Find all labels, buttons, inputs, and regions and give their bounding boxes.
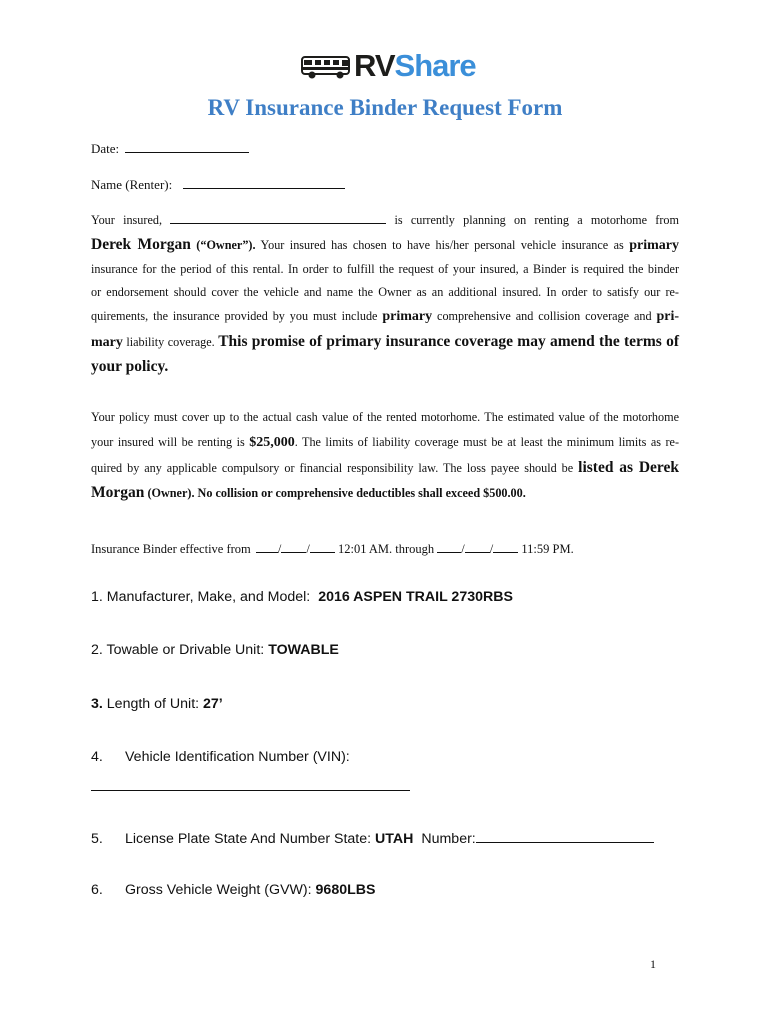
renter-name-blank[interactable] [183,176,345,189]
item-label: License Plate State And Number State: [125,831,372,847]
item-label: Gross Vehicle Weight (GVW): [125,882,312,898]
item-value: 27’ [203,696,223,712]
text: quired by any applicable compulsory or financial responsibility law. The loss payee should be [91,461,574,475]
para1-row1 [91,211,679,235]
item-label: Vehicle Identification Number (VIN): [125,749,350,765]
item-license-plate [91,829,654,848]
text: liability coverage. [126,335,215,349]
start-time: 12:01 AM. through [337,542,435,556]
brand-name [354,48,476,84]
item-gvw [91,881,375,899]
number-label: Number: [421,831,476,847]
item-value: 9680LBS [315,882,376,898]
emphasis: primary [382,309,433,324]
para1-row3: insurance for the period of this rental. In order to fulfill the request of your insured, a Binder is required the binder [91,262,679,276]
date-label: Date: [91,141,120,156]
date-field-row [91,140,249,157]
text: Your insured has chosen to have his/her personal vehicle insurance as [260,238,624,252]
start-day-blank[interactable] [281,540,306,553]
renter-field-row [91,176,345,193]
start-month-blank[interactable] [256,540,278,553]
end-day-blank[interactable] [465,540,490,553]
para2-row3 [91,458,679,483]
paragraph-coverage [91,408,679,507]
para1-row5 [91,307,679,331]
text: . The limits of liability coverage must be at least the minimum limits as re- [294,435,680,449]
emphasis: primary [629,238,679,253]
emphasis: listed as Derek [578,459,680,476]
start-year-blank[interactable] [310,540,335,553]
vin-blank[interactable] [91,790,410,791]
item-number: 4. [91,749,103,765]
text: Your insured, [91,213,162,227]
item-number: 6. [91,882,103,898]
para1-row4: or endorsement should cover the vehicle and name the Owner as an additional insured. In order to satisfy our re- [91,285,679,299]
estimated-value: $25,000 [249,435,295,450]
owner-tag: (Owner) [147,486,192,500]
owner-name: Morgan [91,484,145,501]
effective-label: Insurance Binder effective from [91,542,251,556]
end-time: 11:59 PM. [521,542,574,556]
brand-suffix: Share [394,48,476,83]
item-value: 2016 ASPEN TRAIL 2730RBS [318,589,513,605]
para2-row2 [91,432,679,458]
page-number: 1 [650,957,656,971]
item-length [91,695,223,713]
item-label: 2. Towable or Drivable Unit: [91,642,265,658]
item-vin [91,748,350,766]
item-towable [91,641,339,659]
text: comprehensive and collision coverage and [437,309,652,323]
text: quirements, the insurance provided by you must include [91,309,378,323]
emphasis: mary [91,335,123,350]
item-label: Length of Unit: [106,696,200,712]
text: is currently planning on renting a motorhome from [394,213,679,227]
end-year-blank[interactable] [493,540,518,553]
item-manufacturer [91,588,513,606]
owner-name: Derek Morgan [91,236,191,253]
insured-name-blank[interactable] [170,211,386,224]
item-number: 5. [91,831,103,847]
rvshare-logo [300,48,476,84]
brand-prefix: RV [354,48,395,83]
text: your insured will be renting is [91,435,245,449]
para2-row1: Your policy must cover up to the actual cash value of the rented motorhome. The estimated value of the motorhome [91,410,679,424]
end-month-blank[interactable] [437,540,461,553]
item-value: UTAH [375,831,414,847]
item-value: TOWABLE [268,642,339,658]
emphasis: . No collision or comprehensive deductibles shall exceed $500.00. [191,486,526,500]
paragraph-intro [91,211,679,381]
para1-row6 [91,331,679,357]
para2-row4 [91,483,679,507]
rv-motorhome-icon [300,54,352,80]
plate-number-blank[interactable] [476,829,654,843]
emphasis: This promise of primary insurance coverage may amend the terms of [218,333,680,350]
page-title: RV Insurance Binder Request Form [207,95,563,120]
para1-row2 [91,235,679,260]
item-label: 1. Manufacturer, Make, and Model: [91,589,311,605]
item-number: 3. [91,696,103,712]
emphasis: your policy. [91,358,169,375]
emphasis: pri- [656,309,680,324]
para1-row7 [91,357,679,381]
date-blank[interactable] [125,140,249,153]
effective-dates-row: Insurance Binder effective from / / 12:01 AM. through / / 11:59 PM. [91,542,574,556]
owner-tag: (“Owner”). [196,238,256,252]
renter-label: Name (Renter): [91,177,173,192]
